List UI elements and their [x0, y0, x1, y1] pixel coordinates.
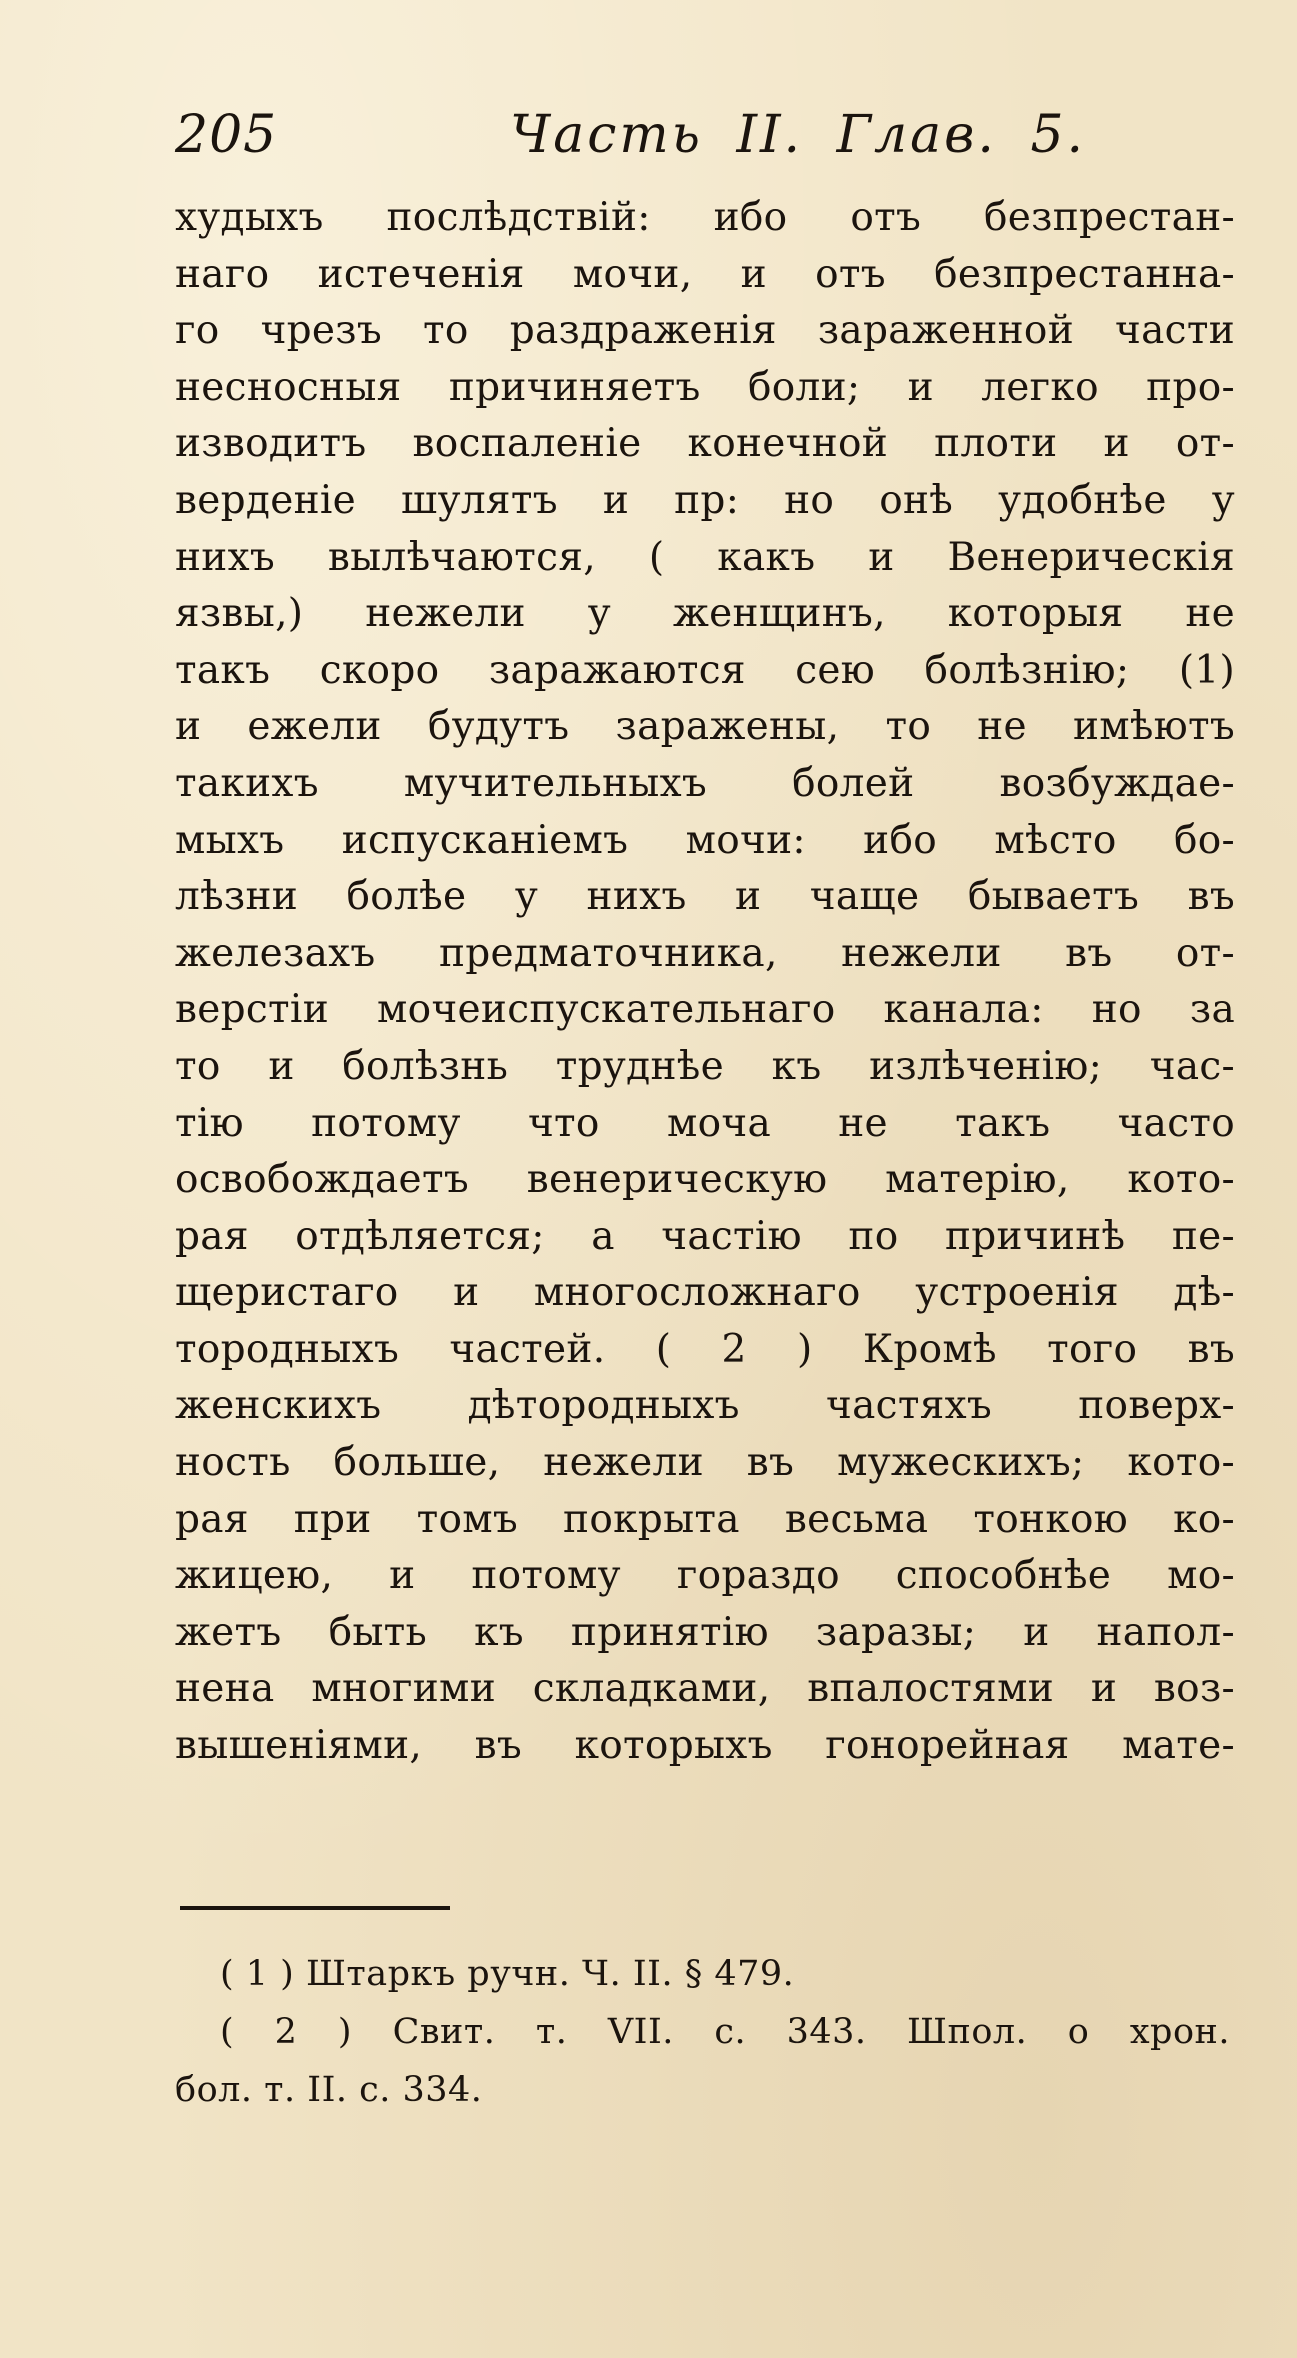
text-line: го чрезъ то раздраженія зараженной части: [175, 308, 1235, 354]
text-line: лѣзни болѣе у нихъ и чаще бываетъ въ: [175, 874, 1235, 920]
text-line: железахъ предматочника, нежели въ от-: [175, 930, 1235, 976]
footnote-1: ( 1 ) Штаркъ ручн. Ч. II. § 479.: [220, 1954, 795, 1994]
text-line: ность больше, нежели въ мужескихъ; кото-: [175, 1440, 1235, 1486]
text-line: освобождаетъ венерическую матерію, кото-: [175, 1157, 1235, 1203]
text-line: щеристаго и многосложнаго устроенія дѣ-: [175, 1270, 1235, 1316]
text-line: такихъ мучительныхъ болей возбуждае-: [175, 760, 1235, 806]
text-line: верденіе шулятъ и пр: но онѣ удобнѣе у: [175, 477, 1235, 523]
text-line: вышеніями, въ которыхъ гонорейная мате-: [175, 1723, 1235, 1769]
text-line: жицею, и потому гораздо способнѣе мо-: [175, 1553, 1235, 1599]
text-line: худыхъ послѣдствій: ибо отъ безпрестан-: [175, 195, 1235, 240]
text-line: тородныхъ частей. ( 2 ) Кромѣ того въ: [175, 1326, 1235, 1372]
page-number: 205: [175, 105, 278, 165]
running-head: Часть II. Глав. 5.: [510, 105, 1087, 165]
page-header: [175, 105, 1235, 175]
text-line: изводитъ воспаленіе конечной плоти и от-: [175, 421, 1235, 467]
footnotes: [175, 1945, 1235, 2119]
text-line: верстіи мочеиспускательнаго канала: но за: [175, 987, 1235, 1033]
text-line: мыхъ испусканіемъ мочи: ибо мѣсто бо-: [175, 817, 1235, 863]
text-line: женскихъ дѣтородныхъ частяхъ поверх-: [175, 1383, 1235, 1429]
text-line: наго истеченія мочи, и отъ безпрестанна-: [175, 251, 1235, 297]
footnote-divider: [180, 1906, 450, 1910]
footnote-2: ( 2 ) Свит. т. VII. с. 343. Шпол. о хрон.: [220, 2012, 1230, 2052]
text-line: язвы,) нежели у женщинъ, которыя не: [175, 591, 1235, 637]
body-text: [175, 190, 1235, 1775]
text-line: рая при томъ покрыта весьма тонкою ко-: [175, 1496, 1235, 1542]
text-line: несносныя причиняетъ боли; и легко про-: [175, 364, 1235, 410]
text-line: то и болѣзнь труднѣе къ излѣченію; час-: [175, 1043, 1235, 1089]
text-line: жетъ быть къ принятію заразы; и напол-: [175, 1609, 1235, 1655]
text-line: и ежели будутъ заражены, то не имѣютъ: [175, 704, 1235, 750]
text-line: такъ скоро заражаются сею болѣзнію; (1): [175, 647, 1235, 693]
text-line: нихъ вылѣчаются, ( какъ и Венерическія: [175, 534, 1235, 580]
text-line: нена многими складками, впалостями и воз-: [175, 1666, 1235, 1712]
text-line: рая отдѣляется; а частію по причинѣ пе-: [175, 1213, 1235, 1259]
footnote-2-continuation: бол. т. II. с. 334.: [175, 2070, 483, 2110]
text-line: тію потому что моча не такъ часто: [175, 1100, 1235, 1146]
